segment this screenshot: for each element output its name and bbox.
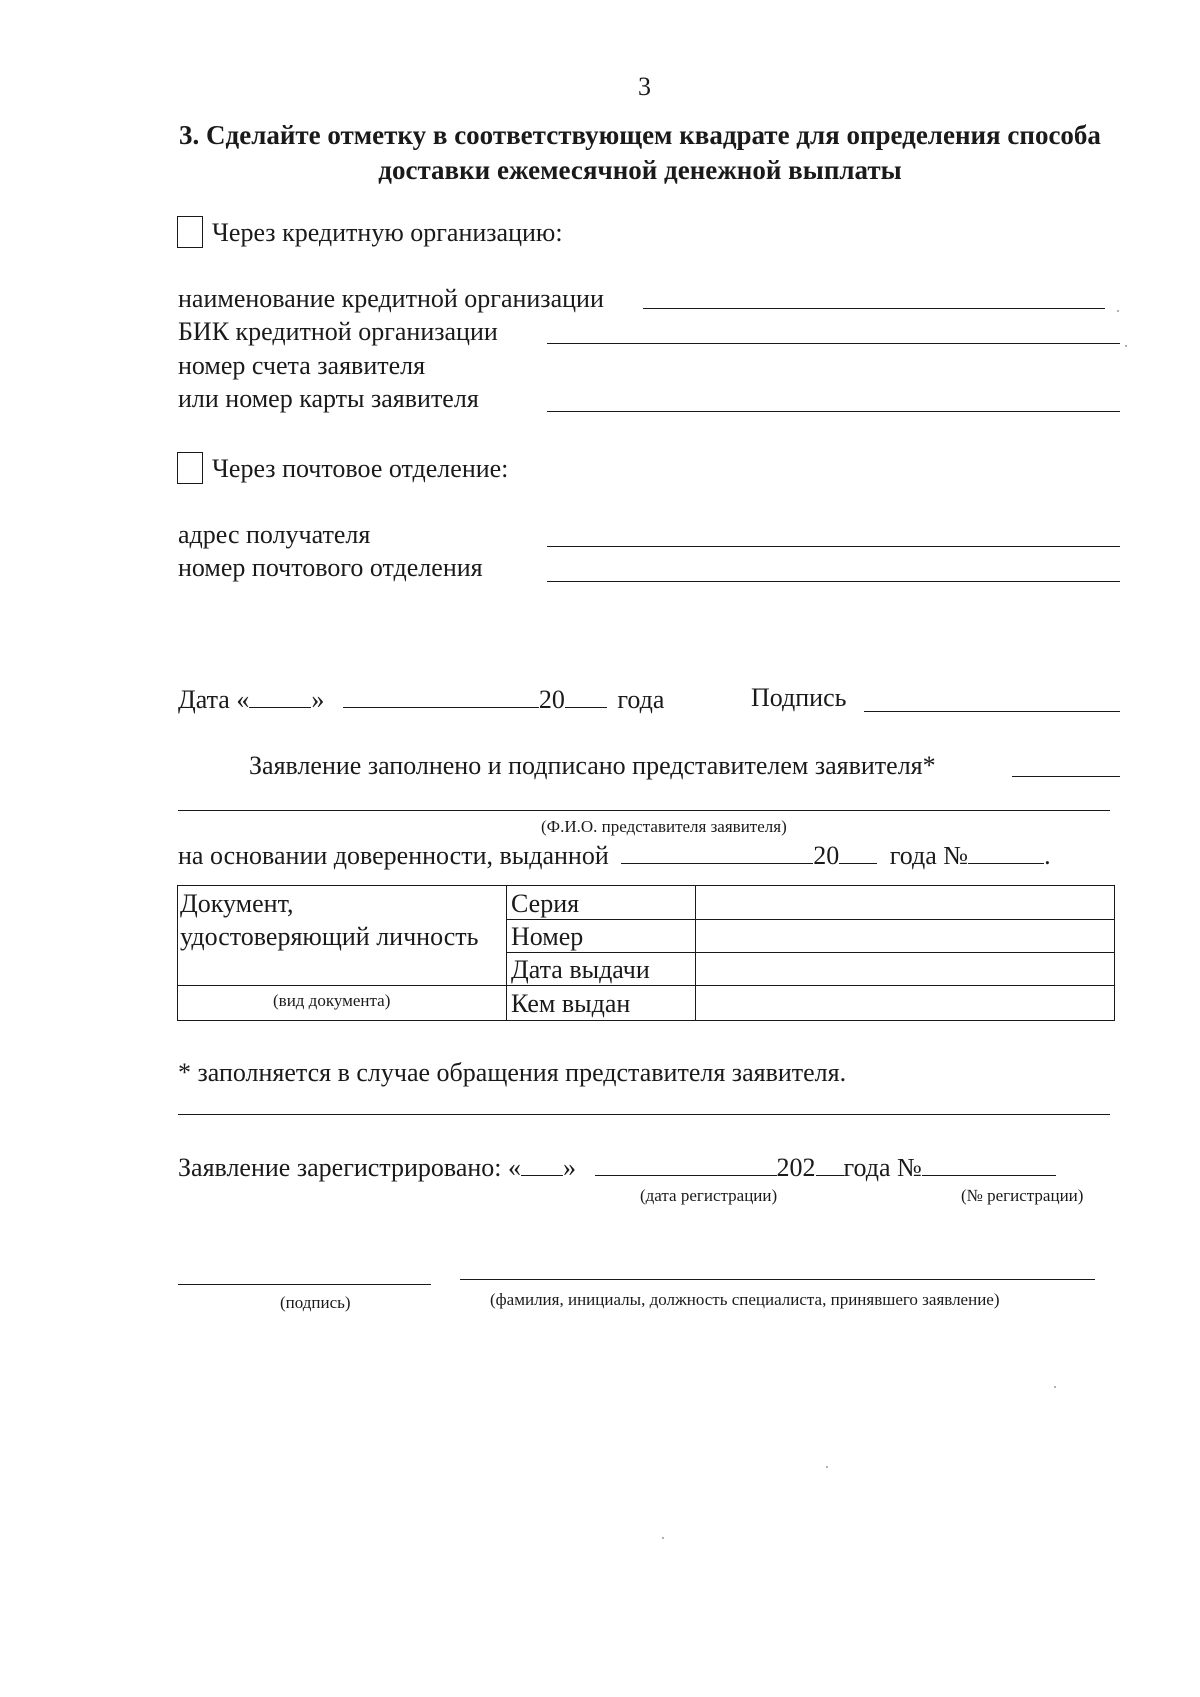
series-field[interactable]: [697, 886, 1114, 919]
number-label: Номер: [511, 922, 584, 951]
credit-org-checkbox[interactable]: [177, 216, 203, 248]
signature-caption: (подпись): [280, 1293, 351, 1312]
table-divider: [506, 886, 507, 1020]
specialist-signature-field[interactable]: [178, 1284, 431, 1285]
section-title: [160, 118, 1120, 188]
date-day-field[interactable]: [249, 685, 311, 708]
registration-year-suffix: года №: [843, 1153, 922, 1182]
post-office-option-label: Через почтовое отделение:: [212, 454, 509, 483]
proxy-end: .: [1044, 841, 1051, 870]
recipient-address-label: адрес получателя: [178, 520, 371, 549]
bik-label: БИК кредитной организации: [178, 317, 498, 346]
proxy-year-field[interactable]: [839, 841, 877, 864]
signature-label: Подпись: [751, 683, 847, 712]
specialist-caption: (фамилия, инициалы, должность специалиста, принявшего заявление): [490, 1290, 1000, 1309]
credit-org-name-label: наименование кредитной организации: [178, 284, 604, 313]
bik-field[interactable]: [547, 343, 1120, 344]
representative-field-end[interactable]: [1012, 776, 1120, 777]
registration-month-field[interactable]: [595, 1153, 777, 1176]
section-title-line-2: доставки ежемесячной денежной выплаты: [378, 155, 902, 185]
proxy-number-field[interactable]: [968, 841, 1044, 864]
registration-close: »: [563, 1153, 577, 1182]
registration-date-caption: (дата регистрации): [640, 1186, 778, 1205]
series-label: Серия: [511, 889, 580, 918]
identity-document-table: [177, 885, 1115, 1021]
registration-year-prefix: 202: [776, 1153, 816, 1182]
representative-filled-label: Заявление заполнено и подписано представителем заявителя*: [249, 751, 936, 780]
account-number-field[interactable]: [547, 411, 1120, 412]
proxy-year-suffix: года №: [889, 841, 969, 870]
issue-date-field[interactable]: [697, 953, 1114, 985]
scan-speck: [1125, 345, 1127, 347]
credit-org-option-label: Через кредитную организацию:: [212, 218, 563, 247]
post-office-checkbox[interactable]: [177, 452, 203, 484]
footnote-separator: [178, 1114, 1110, 1115]
date-close-label: »: [311, 685, 325, 714]
scan-speck: [662, 1537, 664, 1539]
table-divider: [695, 886, 696, 1020]
signature-field[interactable]: [864, 711, 1120, 712]
scan-speck: [1054, 1386, 1056, 1388]
document-label-line-1: Документ,: [180, 889, 294, 918]
page-number: 3: [638, 72, 651, 101]
document-type-caption: (вид документа): [273, 991, 391, 1010]
issued-by-label: Кем выдан: [511, 989, 631, 1018]
document-label-line-2: удостоверяющий личность: [180, 922, 479, 951]
date-year-suffix: года: [617, 685, 665, 714]
proxy-year-prefix: 20: [813, 841, 840, 870]
issue-date-label: Дата выдачи: [511, 955, 650, 984]
representative-fio-field[interactable]: [178, 810, 1110, 811]
scan-speck: [826, 1466, 828, 1468]
registration-number-caption: (№ регистрации): [961, 1186, 1084, 1205]
footnote: * заполняется в случае обращения представителя заявителя.: [178, 1058, 847, 1087]
date-row: [178, 685, 664, 715]
account-label-line-2: или номер карты заявителя: [178, 384, 479, 413]
number-field[interactable]: [697, 920, 1114, 952]
date-open-label: Дата «: [178, 685, 250, 714]
registration-day-field[interactable]: [521, 1153, 563, 1176]
date-month-field[interactable]: [343, 685, 539, 708]
proxy-label: на основании доверенности, выданной: [178, 841, 609, 870]
registration-row: [178, 1153, 1056, 1183]
recipient-address-field[interactable]: [547, 546, 1120, 547]
account-label-line-1: номер счета заявителя: [178, 351, 426, 380]
representative-fio-caption: (Ф.И.О. представителя заявителя): [541, 817, 787, 836]
registration-year-field[interactable]: [816, 1153, 844, 1176]
post-office-number-label: номер почтового отделения: [178, 553, 483, 582]
section-title-line-1: 3. Сделайте отметку в соответствующем квадрате для определения способа: [179, 120, 1101, 150]
specialist-name-field[interactable]: [460, 1279, 1095, 1280]
date-year-prefix: 20: [538, 685, 565, 714]
post-office-number-field[interactable]: [547, 581, 1120, 582]
registration-number-field[interactable]: [922, 1153, 1056, 1176]
scan-speck: [1117, 310, 1119, 312]
registration-label: Заявление зарегистрировано: «: [178, 1153, 522, 1182]
proxy-row: [178, 841, 1051, 871]
proxy-date-field[interactable]: [621, 841, 813, 864]
issued-by-field[interactable]: [697, 986, 1114, 1020]
credit-org-name-field[interactable]: [643, 308, 1105, 309]
date-year-field[interactable]: [565, 685, 607, 708]
